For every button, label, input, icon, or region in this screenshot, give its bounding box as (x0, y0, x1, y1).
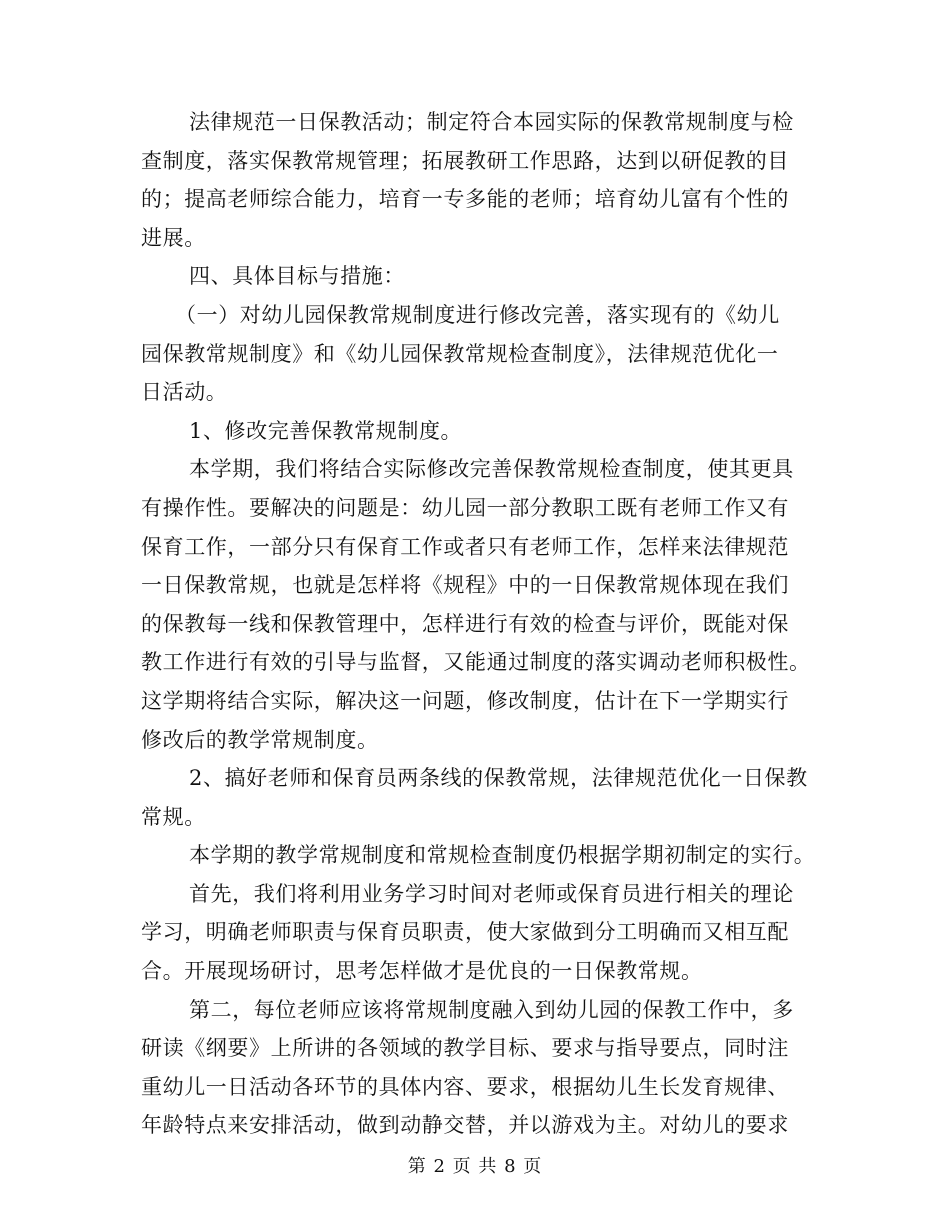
text-line: 第二，每位老师应该将常规制度融入到幼儿园的保教工作中，多 (189, 997, 794, 1022)
text-line: 年龄特点来安排活动，做到动静交替，并以游戏为主。对幼儿的要求 (141, 1113, 789, 1138)
text-line: 常规。 (141, 804, 206, 829)
text-line: 一日保教常规，也就是怎样将《规程》中的一日保教常规体现在我们 (141, 573, 789, 598)
text-line: 本学期的教学常规制度和常规检查制度仍根据学期初制定的实行。 (189, 843, 816, 868)
text-line: 园保教常规制度》和《幼儿园保教常规检查制度》，法律规范优化一 (141, 341, 779, 366)
text-line: 日活动。 (141, 380, 228, 405)
text-line: 首先，我们将利用业务学习时间对老师或保育员进行相关的理论 (189, 881, 794, 906)
text-line: 修改后的教学常规制度。 (141, 727, 379, 752)
text-line: 保育工作，一部分只有保育工作或者只有老师工作，怎样来法律规范 (141, 534, 789, 559)
text-line: 研读《纲要》上所讲的各领域的教学目标、要求与指导要点，同时注 (141, 1036, 789, 1061)
text-line: 重幼儿一日活动各环节的具体内容、要求，根据幼儿生长发育规律、 (141, 1074, 789, 1099)
page-number: 第 2 页 共 8 页 (407, 1156, 543, 1177)
text-line: 的；提高老师综合能力，培育一专多能的老师；培育幼儿富有个性的 (141, 187, 789, 212)
text-line: 本学期，我们将结合实际修改完善保教常规检查制度，使其更具 (189, 457, 794, 482)
body-text (141, 103, 816, 1145)
subsection-heading: （一）对幼儿园保教常规制度进行修改完善，落实现有的《幼儿 (175, 302, 780, 327)
text-line: 合。开展现场研讨，思考怎样做才是优良的一日保教常规。 (141, 959, 703, 984)
numbered-item-heading: 1、修改完善保教常规制度。 (189, 418, 463, 443)
numbered-item-heading: 2、搞好老师和保育员两条线的保教常规，法律规范优化一日保教 (189, 766, 808, 791)
text-line: 的保教每一线和保教管理中，怎样进行有效的检查与评价，既能对保 (141, 611, 789, 636)
text-line: 有操作性。要解决的问题是：幼儿园一部分教职工既有老师工作又有 (141, 495, 789, 520)
text-line: 进展。 (141, 225, 206, 250)
text-line: 教工作进行有效的引导与监督，又能通过制度的落实调动老师积极性。 (141, 650, 811, 675)
section-heading: 四、具体目标与措施： (189, 264, 405, 289)
text-line: 这学期将结合实际，解决这一问题，修改制度，估计在下一学期实行 (141, 688, 789, 713)
text-line: 查制度，落实保教常规管理；拓展教研工作思路，达到以研促教的目 (141, 148, 789, 173)
text-line: 法律规范一日保教活动；制定符合本园实际的保教常规制度与检 (189, 110, 794, 134)
text-line: 学习，明确老师职责与保育员职责，使大家做到分工明确而又相互配 (141, 920, 789, 945)
